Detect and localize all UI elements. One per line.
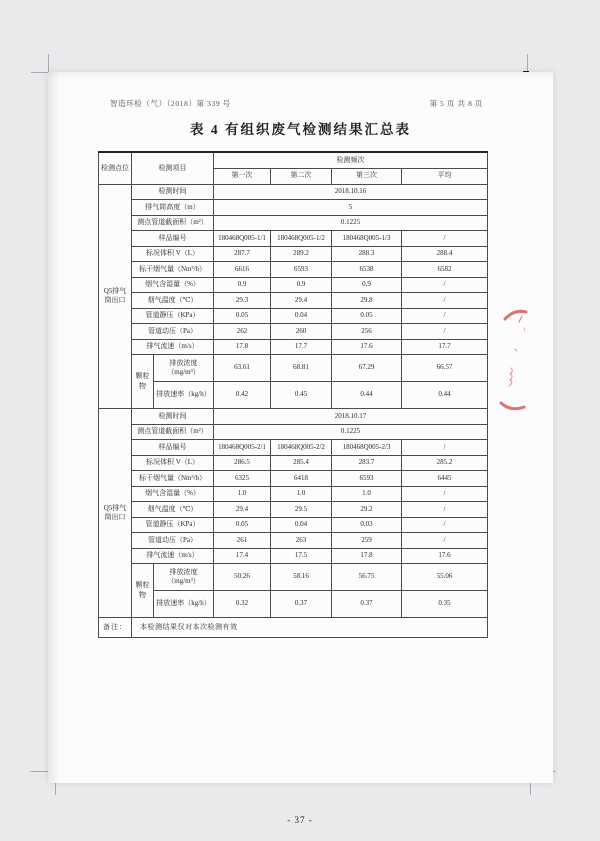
row-label-cell: 烟气温度（℃） <box>132 502 214 518</box>
row-label-cell: 烟气含湿量（%） <box>132 277 214 293</box>
value-cell-3: 288.3 <box>332 246 402 262</box>
value-cell-1: 287.7 <box>214 246 271 262</box>
value-cell-1: 6616 <box>214 262 271 278</box>
merged-value-cell: 5 <box>214 200 488 216</box>
table-row <box>99 409 488 425</box>
merged-value-cell: 2018.10.16 <box>214 184 488 200</box>
value-cell-4: / <box>402 277 488 293</box>
value-cell-3: 29.2 <box>332 502 402 518</box>
value-cell-4: 17.6 <box>402 548 488 564</box>
value-cell-2: 0.04 <box>271 517 332 533</box>
frequency-header-cell: 检测频次 <box>214 152 488 168</box>
value-cell-4: / <box>402 502 488 518</box>
results-table <box>98 151 488 638</box>
value-cell-1: 262 <box>214 324 271 340</box>
value-cell-2: 180468Q005-1/2 <box>271 231 332 247</box>
frequency-col-header-4: 平均 <box>402 168 488 184</box>
value-cell-3: 0.05 <box>332 308 402 324</box>
value-cell-1: 286.5 <box>214 455 271 471</box>
table-row <box>99 277 488 293</box>
group-cell: 颗粒物 <box>132 355 154 409</box>
value-cell-3: 283.7 <box>332 455 402 471</box>
row-label-cell: 标干烟气量（Nm³/h） <box>132 262 214 278</box>
table-row <box>99 471 488 487</box>
table-row <box>99 152 488 168</box>
value-cell-2: 68.81 <box>271 355 332 382</box>
value-cell-4: / <box>402 440 488 456</box>
table-row <box>99 382 488 409</box>
value-cell-4: 66.57 <box>402 355 488 382</box>
value-cell-3: 0.37 <box>332 591 402 618</box>
point-cell: Q5排气筒出口 <box>99 184 132 409</box>
results-table-container <box>98 151 488 638</box>
row-label-cell: 烟气含湿量（%） <box>132 486 214 502</box>
value-cell-1: 0.32 <box>214 591 271 618</box>
row-label-cell: 排气筒高度（m） <box>132 200 214 216</box>
row-label-cell: 检测时间 <box>132 184 214 200</box>
value-cell-2: 0.04 <box>271 308 332 324</box>
value-cell-4: 6445 <box>402 471 488 487</box>
value-cell-3: 56.75 <box>332 564 402 591</box>
row-label-cell: 排气流速（m/s） <box>132 548 214 564</box>
value-cell-2: 285.4 <box>271 455 332 471</box>
value-cell-4: / <box>402 324 488 340</box>
row-label-cell: 管道静压（KPa） <box>132 308 214 324</box>
table-row <box>99 618 488 638</box>
value-cell-1: 0.05 <box>214 517 271 533</box>
value-cell-2: 58.16 <box>271 564 332 591</box>
value-cell-4: 288.4 <box>402 246 488 262</box>
row-label-cell: 排放浓度（mg/m³） <box>154 564 214 591</box>
row-label-cell: 排放速率（kg/h） <box>154 382 214 409</box>
value-cell-1: 17.8 <box>214 339 271 355</box>
table-row <box>99 262 488 278</box>
value-cell-3: 6538 <box>332 262 402 278</box>
value-cell-4: 55.06 <box>402 564 488 591</box>
frequency-col-header-2: 第二次 <box>271 168 332 184</box>
table-row <box>99 424 488 440</box>
row-label-cell: 样品编号 <box>132 231 214 247</box>
handwritten-red-annotation <box>498 302 534 414</box>
value-cell-2: 263 <box>271 533 332 549</box>
value-cell-3: 256 <box>332 324 402 340</box>
row-label-cell: 检测时间 <box>132 409 214 425</box>
remark-label-cell: 备注： <box>99 618 132 638</box>
value-cell-4: 17.7 <box>402 339 488 355</box>
value-cell-4: 0.44 <box>402 382 488 409</box>
value-cell-1: 0.42 <box>214 382 271 409</box>
value-cell-3: 17.8 <box>332 548 402 564</box>
value-cell-4: / <box>402 533 488 549</box>
value-cell-1: 261 <box>214 533 271 549</box>
group-cell: 颗粒物 <box>132 564 154 618</box>
row-label-cell: 测点管道截面积（m²） <box>132 424 214 440</box>
value-cell-2: 260 <box>271 324 332 340</box>
table-row <box>99 293 488 309</box>
value-cell-2: 180468Q005-2/2 <box>271 440 332 456</box>
value-cell-3: 259 <box>332 533 402 549</box>
value-cell-3: 6593 <box>332 471 402 487</box>
row-label-cell: 排气流速（m/s） <box>132 339 214 355</box>
table-row <box>99 548 488 564</box>
value-cell-2: 17.5 <box>271 548 332 564</box>
row-label-cell: 样品编号 <box>132 440 214 456</box>
document-page <box>48 72 553 783</box>
value-cell-3: 29.8 <box>332 293 402 309</box>
table-row <box>99 455 488 471</box>
row-label-cell: 烟气温度（℃） <box>132 293 214 309</box>
value-cell-2: 29.5 <box>271 502 332 518</box>
row-label-cell: 管道动压（Pa） <box>132 533 214 549</box>
table-row <box>99 502 488 518</box>
table-row <box>99 324 488 340</box>
table-row <box>99 486 488 502</box>
value-cell-2: 17.7 <box>271 339 332 355</box>
row-label-cell: 管道静压（KPa） <box>132 517 214 533</box>
value-cell-1: 0.05 <box>214 308 271 324</box>
value-cell-1: 180468Q005-1/1 <box>214 231 271 247</box>
value-cell-2: 0.9 <box>271 277 332 293</box>
value-cell-1: 50.26 <box>214 564 271 591</box>
value-cell-1: 29.3 <box>214 293 271 309</box>
table-row <box>99 339 488 355</box>
row-label-cell: 标干烟气量（Nm³/h） <box>132 471 214 487</box>
value-cell-2: 0.37 <box>271 591 332 618</box>
value-cell-3: 67.29 <box>332 355 402 382</box>
point-cell: Q5排气筒出口 <box>99 409 132 618</box>
table-row <box>99 564 488 591</box>
value-cell-2: 6418 <box>271 471 332 487</box>
table-row <box>99 355 488 382</box>
merged-value-cell: 0.1225 <box>214 215 488 231</box>
value-cell-2: 289.2 <box>271 246 332 262</box>
table-title: 表 4 有组织废气检测结果汇总表 <box>190 122 411 137</box>
value-cell-4: / <box>402 517 488 533</box>
value-cell-4: 6582 <box>402 262 488 278</box>
row-label-cell: 排放浓度（mg/m³） <box>154 355 214 382</box>
table-row <box>99 308 488 324</box>
value-cell-4: / <box>402 293 488 309</box>
page-number: - 37 - <box>287 815 313 825</box>
value-cell-3: 0.9 <box>332 277 402 293</box>
page-indicator: 第 5 页 共 8 页 <box>429 99 483 108</box>
merged-value-cell: 2018.10.17 <box>214 409 488 425</box>
frequency-col-header-3: 第三次 <box>332 168 402 184</box>
value-cell-1: 17.4 <box>214 548 271 564</box>
value-cell-4: / <box>402 486 488 502</box>
frequency-col-header-1: 第一次 <box>214 168 271 184</box>
value-cell-3: 1.0 <box>332 486 402 502</box>
value-cell-1: 6325 <box>214 471 271 487</box>
value-cell-2: 6593 <box>271 262 332 278</box>
table-row <box>99 533 488 549</box>
corner-header-cell: 检测点位 <box>99 152 132 184</box>
row-label-cell: 标况体积 V（L） <box>132 455 214 471</box>
value-cell-1: 63.61 <box>214 355 271 382</box>
value-cell-2: 1.0 <box>271 486 332 502</box>
report-number: 智造环检（气）（2018）第 339 号 <box>110 99 231 108</box>
value-cell-4: / <box>402 231 488 247</box>
value-cell-4: / <box>402 308 488 324</box>
value-cell-3: 180468Q005-1/3 <box>332 231 402 247</box>
item-header-cell: 检测项目 <box>132 152 214 184</box>
row-label-cell: 标况体积 V（L） <box>132 246 214 262</box>
remark-text-cell: 本检测结果仅对本次检测有效 <box>132 618 488 638</box>
value-cell-2: 29.4 <box>271 293 332 309</box>
row-label-cell: 测点管道截面积（m²） <box>132 215 214 231</box>
value-cell-1: 0.9 <box>214 277 271 293</box>
table-row <box>99 231 488 247</box>
table-row <box>99 246 488 262</box>
value-cell-2: 0.45 <box>271 382 332 409</box>
value-cell-1: 29.4 <box>214 502 271 518</box>
table-row <box>99 440 488 456</box>
value-cell-4: 0.35 <box>402 591 488 618</box>
table-row <box>99 517 488 533</box>
value-cell-3: 180468Q005-2/3 <box>332 440 402 456</box>
row-label-cell: 排放速率（kg/h） <box>154 591 214 618</box>
value-cell-3: 0.03 <box>332 517 402 533</box>
merged-value-cell: 0.1225 <box>214 424 488 440</box>
value-cell-1: 1.0 <box>214 486 271 502</box>
table-row <box>99 215 488 231</box>
table-row <box>99 200 488 216</box>
row-label-cell: 管道动压（Pa） <box>132 324 214 340</box>
value-cell-1: 180468Q005-2/1 <box>214 440 271 456</box>
value-cell-3: 17.6 <box>332 339 402 355</box>
value-cell-4: 285.2 <box>402 455 488 471</box>
table-row <box>99 591 488 618</box>
table-row <box>99 184 488 200</box>
value-cell-3: 0.44 <box>332 382 402 409</box>
